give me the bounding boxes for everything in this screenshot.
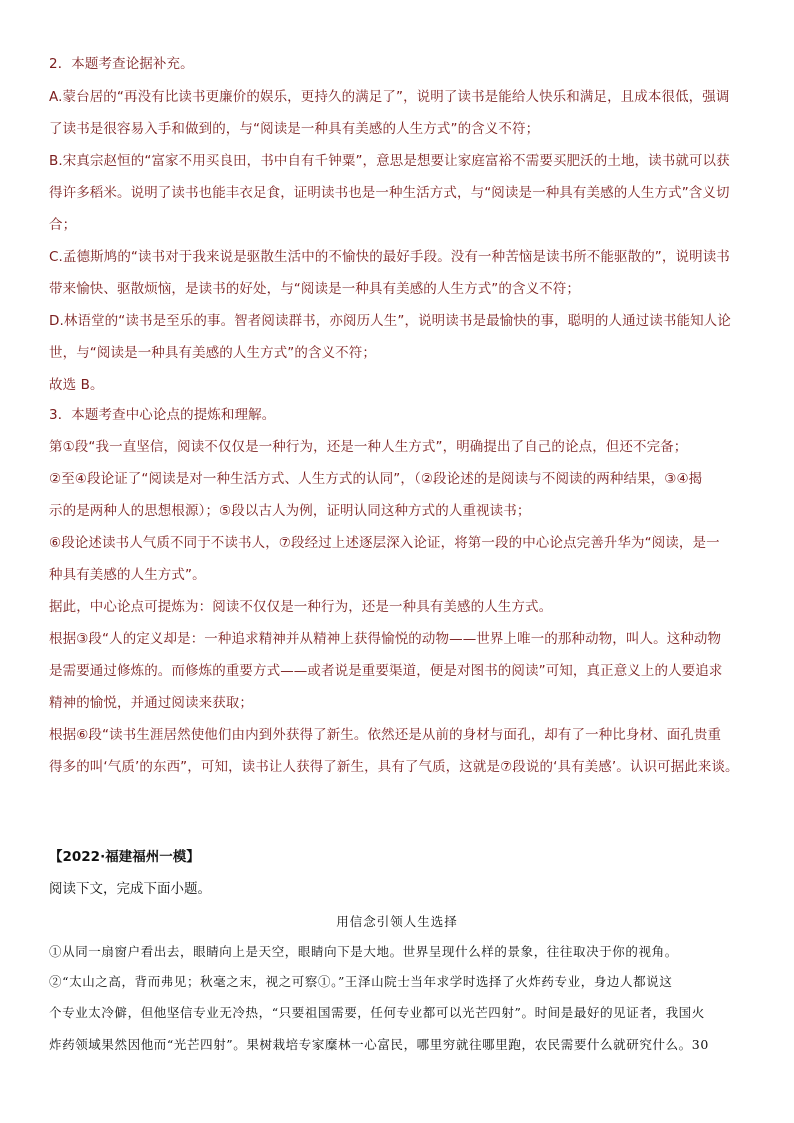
- answer-line: 合；: [49, 217, 77, 233]
- answer-line: A.蒙台居的“再没有比读书更廉价的娱乐，更持久的满足了”，说明了读书是能给人快乐和满足，且成本很低，强调: [49, 89, 730, 105]
- answer-line: D.林语堂的“读书是至乐的事。智者阅读群书，亦阅历人生”，说明读书是最愉快的事，聪明的人通过读书能知人论: [49, 313, 731, 329]
- passage-line: ②“太山之高，背而弗见；秋毫之末，视之可察①。”王泽山院士当年求学时选择了火炸药专业，身边人都说这: [49, 974, 673, 989]
- passage-line: 炸药领域果然因他而“光芒四射”。果树栽培专家糜林一心富民，哪里穷就往哪里跑，农民需要什么就研究什么。30: [49, 1037, 709, 1052]
- answer-line: 2．本题考查论据补充。: [49, 56, 194, 72]
- answer-line: 是需要通过修炼的。而修炼的重要方式——或者说是重要渠道，便是对图书的阅读”可知，真正意义上的人要追求: [49, 663, 723, 679]
- answer-line: ②至④段论证了“阅读是对一种生活方式、人生方式的认同”，（②段论述的是阅读与不阅读的两种结果，③④揭: [49, 471, 703, 487]
- answer-line: 带来愉快、驱散烦恼，是读书的好处，与“阅读是一种具有美感的人生方式”的含义不符；: [49, 281, 580, 297]
- instruction: 阅读下文，完成下面小题。: [49, 881, 211, 897]
- answer-line: 故选 B。: [49, 377, 104, 393]
- answer-line: ⑥段论述读书人气质不同于不读书人，⑦段经过上述逐层深入论证，将第一段的中心论点完善升华为“阅读，是一: [49, 535, 720, 551]
- answer-line: 根据③段“人的定义却是：一种追求精神并从精神上获得愉悦的动物——世界上唯一的那种动物，叫人。这种动物: [49, 631, 722, 647]
- answer-line: 第①段“我一直坚信，阅读不仅仅是一种行为，还是一种人生方式”，明确提出了自己的论点，但还不完备；: [49, 439, 688, 455]
- answer-line: 得许多稻米。说明了读书也能丰衣足食，证明读书也是一种生活方式，与“阅读是一种具有美感的人生方式”含义切: [49, 185, 730, 201]
- answer-line: 据此，中心论点可提炼为：阅读不仅仅是一种行为，还是一种具有美感的人生方式。: [49, 599, 553, 615]
- passage-line: 个专业太冷僻，但他坚信专业无冷热，“只要祖国需要，任何专业都可以光芒四射”。时间是最好的见证者，我国火: [49, 1005, 705, 1020]
- answer-line: 3．本题考查中心论点的提炼和理解。: [49, 407, 276, 423]
- source-tag: 【2022·福建福州一模】: [49, 849, 200, 865]
- answer-line: 得多的叫‘气质’的东西”，可知，读书让人获得了新生，具有了气质，这就是⑦段说的‘具有美感’。认识可据此来谈。: [49, 759, 739, 775]
- answer-line: 精神的愉悦，并通过阅读来获取；: [49, 695, 253, 711]
- passage-line: ①从同一扇窗户看出去，眼睛向上是天空，眼睛向下是大地。世界呈现什么样的景象，往往取决于你的视角。: [49, 944, 678, 959]
- passage-title: 用信念引领人生选择: [336, 914, 458, 929]
- answer-line: 了读书是很容易入手和做到的，与“阅读是一种具有美感的人生方式”的含义不符；: [49, 121, 540, 137]
- answer-line: 种具有美感的人生方式”。: [49, 567, 206, 583]
- answer-line: 根据⑥段“读书生涯居然使他们由内到外获得了新生。依然还是从前的身材与面孔，却有了一种比身材、面孔贵重: [49, 727, 722, 743]
- answer-line: C.孟德斯鸠的“读书对于我来说是驱散生活中的不愉快的最好手段。没有一种苦恼是读书所不能驱散的”，说明读书: [49, 249, 730, 265]
- answer-line: 世，与“阅读是一种具有美感的人生方式”的含义不符；: [49, 345, 376, 361]
- answer-line: 示的是两种人的思想根源）；⑤段以古人为例，证明认同这种方式的人重视读书；: [49, 503, 531, 519]
- answer-line: B.宋真宗赵恒的“富家不用买良田，书中自有千钟粟”，意思是想要让家庭富裕不需要买肥沃的土地，读书就可以获: [49, 153, 730, 169]
